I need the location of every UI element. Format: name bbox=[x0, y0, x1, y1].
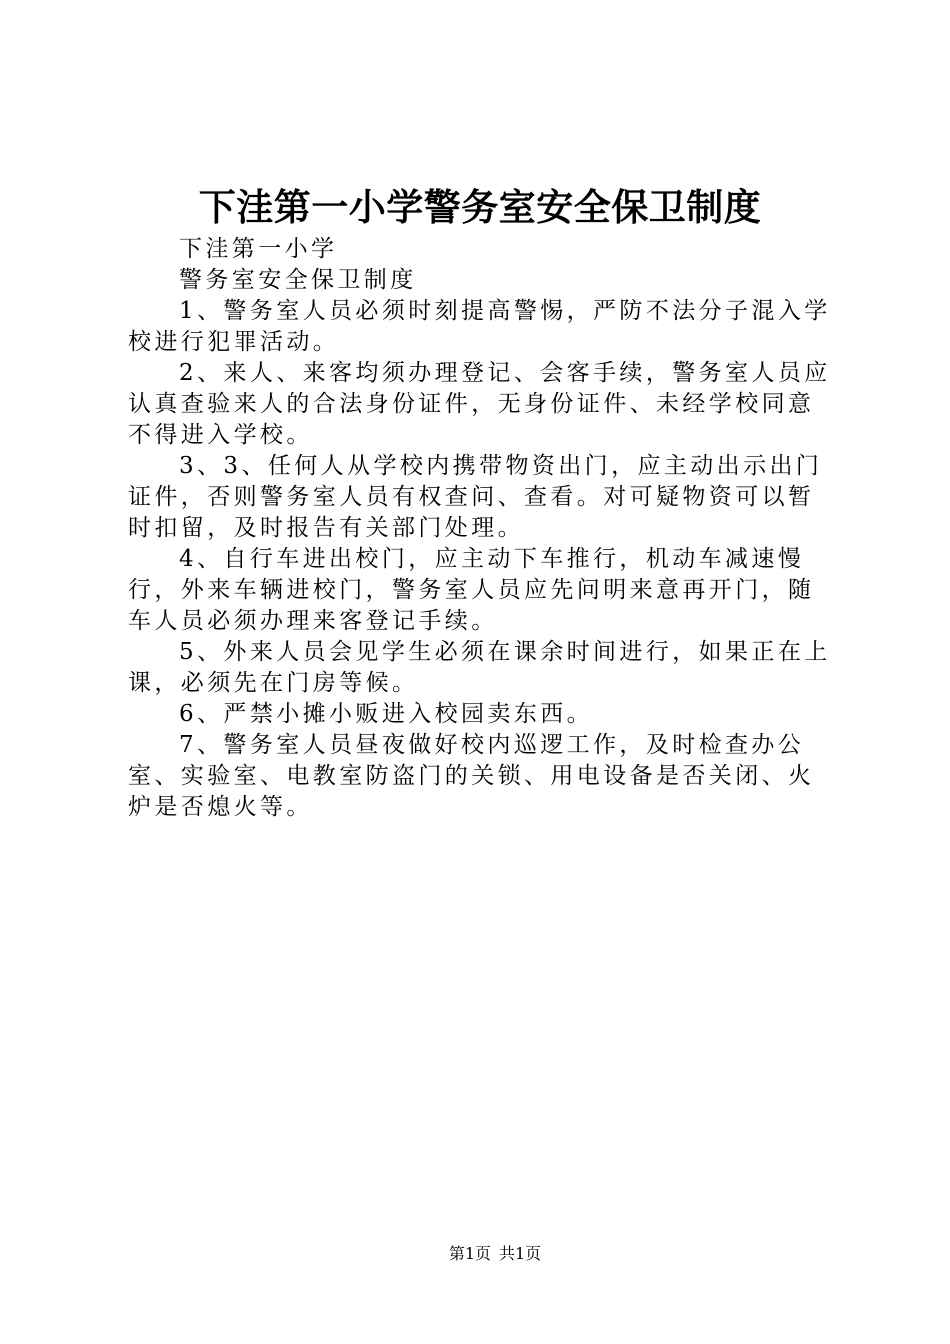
page-footer bbox=[0, 1243, 950, 1265]
page-total: 共1页 bbox=[499, 1244, 542, 1263]
rule-paragraph-7: 7、警务室人员昼夜做好校内巡逻工作，及时检查办公室、实验室、电教室防盗门的关锁、用电设备是否关闭、火炉是否熄火等。 bbox=[128, 732, 815, 820]
page-number: 第1页 bbox=[448, 1244, 491, 1263]
rule-paragraph-4: 4、自行车进出校门，应主动下车推行，机动车减速慢行，外来车辆进校门，警务室人员应先问明来意再开门，随车人员必须办理来客登记手续。 bbox=[128, 546, 815, 634]
rule-paragraph-5: 5、外来人员会见学生必须在课余时间进行，如果正在上课，必须先在门房等候。 bbox=[128, 639, 831, 696]
document-body bbox=[128, 234, 840, 823]
rule-paragraph-2: 2、来人、来客均须办理登记、会客手续，警务室人员应认真查验来人的合法身份证件，无身份证件、未经学校同意不得进入学校。 bbox=[128, 360, 831, 448]
school-name-line: 下洼第一小学 bbox=[179, 236, 338, 262]
rule-paragraph-1: 1、警务室人员必须时刻提高警惕，严防不法分子混入学校进行犯罪活动。 bbox=[128, 298, 831, 355]
rule-paragraph-6: 6、严禁小摊小贩进入校园卖东西。 bbox=[179, 701, 594, 727]
rule-paragraph-3: 3、3、任何人从学校内携带物资出门，应主动出示出门证件，否则警务室人员有权查问、查看。对可疑物资可以暂时扣留，及时报告有关部门处理。 bbox=[128, 453, 823, 541]
document-title: 下洼第一小学警务室安全保卫制度 bbox=[198, 186, 762, 229]
subtitle-line: 警务室安全保卫制度 bbox=[179, 267, 417, 293]
